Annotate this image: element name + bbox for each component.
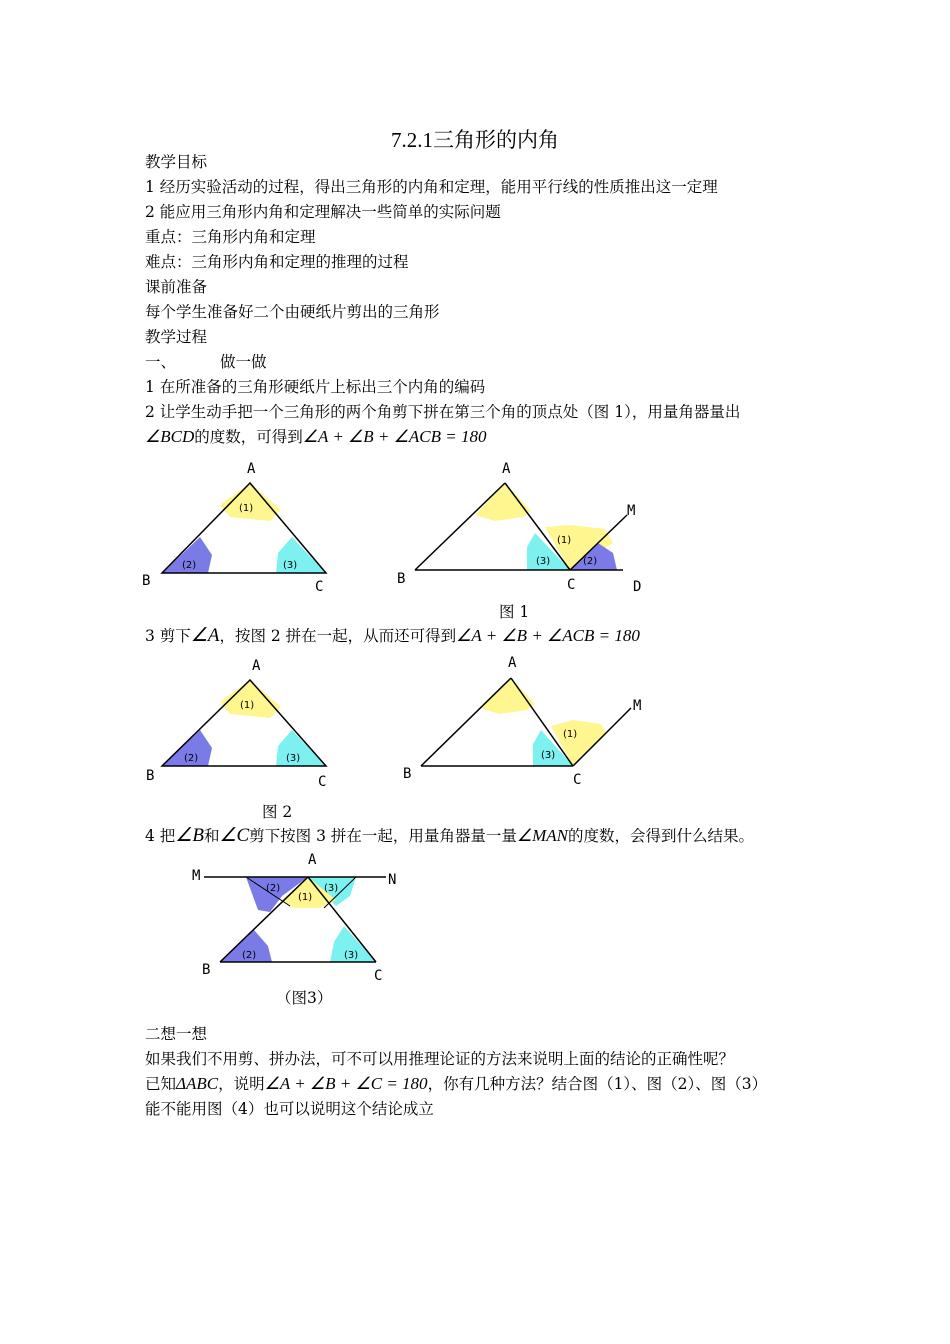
angle-a-formula: ∠A <box>190 625 220 646</box>
label-c: C <box>318 774 327 790</box>
question-1: 如果我们不用剪、拼办法，可不可以用推理论证的方法来说明上面的结论的正确性呢？ <box>145 1050 735 1068</box>
step-3 <box>145 626 640 646</box>
objective-1: 1 经历实验活动的过程，得出三角形的内角和定理，能用平行线的性质推出这一定理 <box>145 178 718 196</box>
step-4-text-c: 剪下按图 3 拼在一起，用量角器量一量 <box>249 827 517 845</box>
label-a: A <box>308 852 317 868</box>
label-b: B <box>146 768 155 784</box>
prep-text: 每个学生准备好二个由硬纸片剪出的三角形 <box>145 303 440 321</box>
angle-1-region <box>220 680 281 718</box>
label-c: C <box>567 577 576 593</box>
objective-2: 2 能应用三角形内角和定理解决一些简单的实际问题 <box>145 203 501 221</box>
label-b: B <box>397 571 406 587</box>
angle-mark-3: (3) <box>344 950 359 961</box>
angle-mark-2: (2) <box>182 560 197 571</box>
angle-mark-1: (1) <box>563 729 578 740</box>
objectives-heading: 教学目标 <box>145 153 208 171</box>
step-4 <box>145 826 754 846</box>
process-heading: 教学过程 <box>145 328 208 346</box>
step-3-text-b: ，按图 2 拼在一起，从而还可得到 <box>219 627 457 645</box>
angle-1-region <box>475 483 531 521</box>
label-b: B <box>142 573 151 589</box>
figure-2-caption: 图 2 <box>262 803 293 821</box>
angle-sum-formula-3: ∠A + ∠B + ∠C = 180 <box>264 1074 428 1093</box>
step-2-continued <box>145 427 486 447</box>
question-3: 能不能用图（4）也可以说明这个结论成立 <box>145 1100 434 1118</box>
question-2-text-c: ，你有几种方法？结合图（1）、图（2）、图（3） <box>427 1075 768 1093</box>
section1-number: 一、 <box>145 353 177 371</box>
label-a: A <box>252 658 261 674</box>
angle-man-formula: ∠MAN <box>516 826 569 845</box>
step-4-text-d: 的度数，会得到什么结果。 <box>568 827 755 845</box>
angle-mark-2: (2) <box>583 556 598 567</box>
angle-sum-formula-1: ∠A + ∠B + ∠ACB = 180 <box>302 427 487 446</box>
section1-heading <box>145 352 267 372</box>
page-title: 7.2.1三角形的内角 <box>391 128 559 152</box>
angle-mark-3-top: (3) <box>324 883 339 894</box>
label-b: B <box>403 766 412 782</box>
difficult-point: 难点：三角形内角和定理的推理的过程 <box>145 253 409 271</box>
step-3-text-a: 3 剪下 <box>145 627 191 645</box>
figure-2-triangle <box>140 650 340 795</box>
label-c: C <box>374 968 383 984</box>
step-1: 1 在所准备的三角形硬纸片上标出三个内角的编码 <box>145 378 486 396</box>
label-n: N <box>388 872 397 888</box>
question-2-text-b: ，说明 <box>218 1075 265 1093</box>
section2-heading: 二想一想 <box>145 1025 208 1043</box>
figure-2-assembled <box>395 650 655 795</box>
prep-heading: 课前准备 <box>145 278 208 296</box>
label-m: M <box>633 698 642 714</box>
label-a: A <box>502 461 511 477</box>
triangle-abc-formula: ΔABC <box>176 1074 219 1093</box>
question-2-text-a: 已知 <box>145 1075 177 1093</box>
label-a: A <box>508 655 517 671</box>
label-m: M <box>192 868 201 884</box>
angle-mark-2: (2) <box>242 950 257 961</box>
angle-mark-2: (2) <box>184 753 199 764</box>
key-point: 重点：三角形内角和定理 <box>145 228 316 246</box>
angle-mark-3: (3) <box>541 750 556 761</box>
label-m: M <box>627 503 636 519</box>
angle-mark-1: (1) <box>557 535 572 546</box>
figure-1-triangle <box>140 455 340 600</box>
label-b: B <box>202 962 211 978</box>
label-a: A <box>247 461 256 477</box>
label-c: C <box>573 772 582 788</box>
step-2: 2 让学生动手把一个三角形的两个角剪下拼在第三个角的顶点处（图 1），用量角器量出 <box>145 403 741 421</box>
section1-title: 做一做 <box>220 353 267 371</box>
label-d: D <box>633 579 642 595</box>
question-2 <box>145 1074 767 1094</box>
angle-mark-3: (3) <box>536 556 551 567</box>
figure-1-assembled <box>395 455 655 600</box>
angle-mark-2-top: (2) <box>266 883 281 894</box>
step-2-mid-text: 的度数，可得到 <box>194 428 303 446</box>
angle-1-region <box>481 678 535 714</box>
angle-3-region <box>276 730 326 766</box>
angle-sum-formula-2: ∠A + ∠B + ∠ACB = 180 <box>456 626 640 645</box>
angle-mark-1: (1) <box>298 892 313 903</box>
step-4-text-b: 和 <box>203 827 220 845</box>
angle-mark-3: (3) <box>286 753 301 764</box>
angle-b-formula: ∠B <box>175 825 204 846</box>
angle-mark-3: (3) <box>283 560 298 571</box>
angle-mark-1: (1) <box>239 503 254 514</box>
figure-3 <box>190 850 410 985</box>
figure-1-caption: 图 1 <box>499 603 530 621</box>
angle-bcd-formula: ∠BCD <box>145 427 195 446</box>
label-c: C <box>315 579 324 595</box>
angle-mark-1: (1) <box>240 700 255 711</box>
angle-1-region <box>220 483 281 521</box>
figure-3-caption: （图3） <box>276 989 333 1007</box>
step-4-text-a: 4 把 <box>145 827 176 845</box>
angle-c-formula: ∠C <box>219 825 250 846</box>
